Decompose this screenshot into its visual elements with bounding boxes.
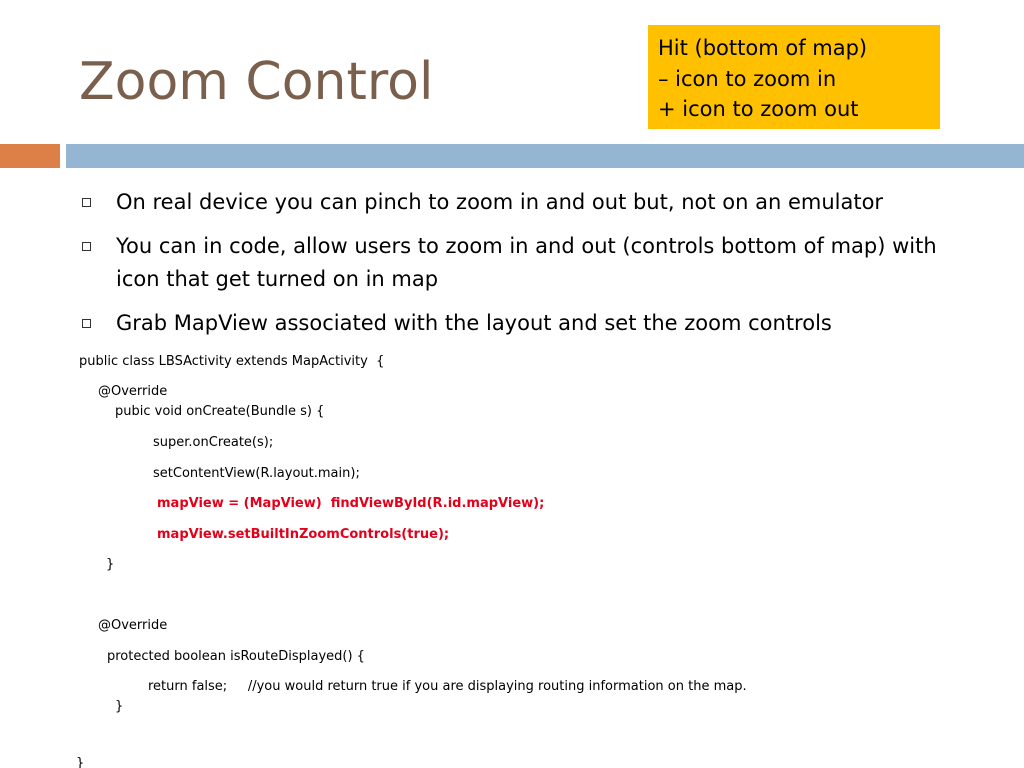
code-line: super.onCreate(s); <box>153 435 274 450</box>
code-line: } <box>115 699 124 714</box>
bullet-item <box>82 230 962 296</box>
hint-line-3: + icon to zoom out <box>658 97 859 121</box>
hollow-square-bullet-icon <box>82 198 91 207</box>
code-line: pubic void onCreate(Bundle s) { <box>115 404 325 419</box>
hint-callout <box>648 25 940 129</box>
hint-line-1: Hit (bottom of map) <box>658 36 868 60</box>
bullet-item <box>82 307 962 340</box>
hint-line-2: – icon to zoom in <box>658 66 837 91</box>
hollow-square-bullet-icon <box>82 319 91 328</box>
hollow-square-bullet-icon <box>82 242 91 251</box>
divider-accent-orange <box>0 144 60 168</box>
bullet-text: On real device you can pinch to zoom in and out but, not on an emulator <box>116 190 884 214</box>
bullet-text: You can in code, allow users to zoom in and out (controls bottom of map) with icon that get turned on in map <box>116 234 937 291</box>
bullet-list <box>82 186 962 351</box>
code-line: } <box>76 756 85 768</box>
slide-title: Zoom Control <box>79 52 434 112</box>
code-line: return false; //you would return true if you are displaying routing information on the map. <box>148 679 747 694</box>
bullet-text: Grab MapView associated with the layout and set the zoom controls <box>116 311 832 335</box>
code-line-highlight: mapView.setBuiltInZoomControls(true); <box>157 527 450 542</box>
code-line: } <box>106 557 115 572</box>
code-line: @Override <box>98 618 168 633</box>
code-line: public class LBSActivity extends MapActivity { <box>79 354 385 369</box>
code-line: setContentView(R.layout.main); <box>153 466 360 481</box>
code-line-highlight: mapView = (MapView) findViewById(R.id.mapView); <box>157 496 545 511</box>
code-line: protected boolean isRouteDisplayed() { <box>107 649 365 664</box>
divider-accent-blue <box>66 144 1024 168</box>
code-line: @Override <box>98 384 168 399</box>
bullet-item <box>82 186 962 219</box>
